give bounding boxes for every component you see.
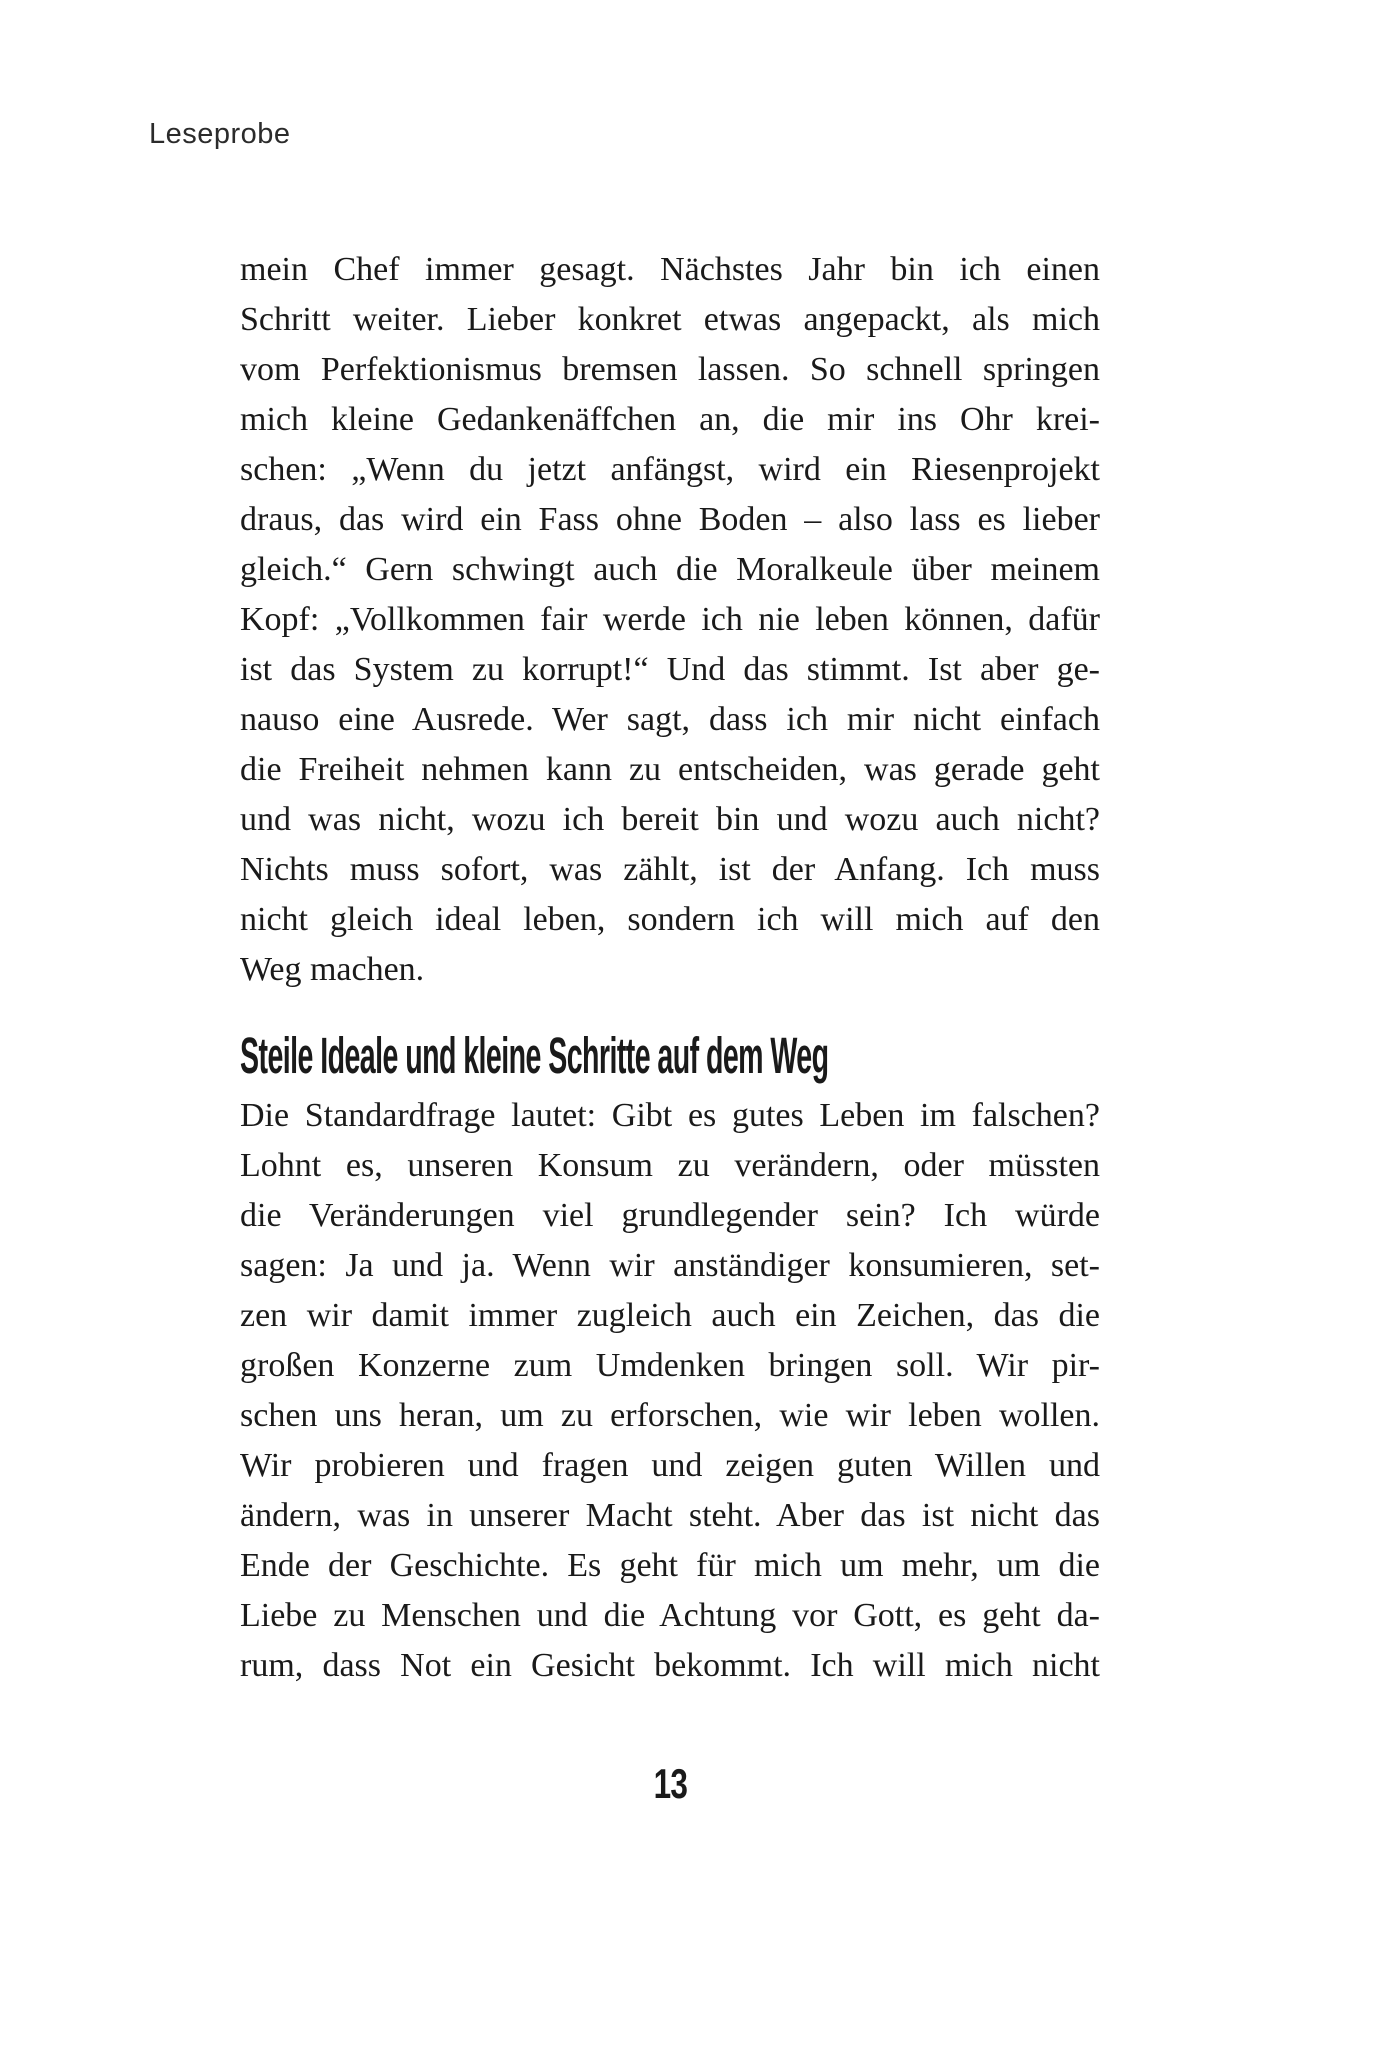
body-text-line: Schritt weiter. Lieber konkret etwas angepackt, als mich xyxy=(240,301,1100,338)
body-text-line: Die Standardfrage lautet: Gibt es gutes Leben im falschen? xyxy=(240,1097,1100,1134)
body-text-line: die Freiheit nehmen kann zu entscheiden, was gerade geht xyxy=(240,751,1100,788)
body-text-line: gleich.“ Gern schwingt auch die Moralkeule über meinem xyxy=(240,551,1100,588)
body-text-line: großen Konzerne zum Umdenken bringen soll. Wir pir- xyxy=(240,1347,1100,1384)
body-text-line: Wir probieren und fragen und zeigen guten Willen und xyxy=(240,1447,1100,1484)
text-column xyxy=(240,245,1100,1691)
page-number-text: 13 xyxy=(653,1760,687,1807)
body-text-line: schen: „Wenn du jetzt anfängst, wird ein Riesenprojekt xyxy=(240,451,1100,488)
paragraph xyxy=(240,245,1100,995)
body-text-line: rum, dass Not ein Gesicht bekommt. Ich will mich nicht xyxy=(240,1647,1100,1684)
body-text-line: und was nicht, wozu ich bereit bin und wozu auch nicht? xyxy=(240,801,1100,838)
body-text-line: vom Perfektionismus bremsen lassen. So schnell springen xyxy=(240,351,1100,388)
body-text-line: nicht gleich ideal leben, sondern ich will mich auf den xyxy=(240,901,1100,938)
body-text-line: schen uns heran, um zu erforschen, wie wir leben wollen. xyxy=(240,1397,1100,1434)
body-text-line: sagen: Ja und ja. Wenn wir anständiger konsumieren, set- xyxy=(240,1247,1100,1284)
section-heading xyxy=(240,1029,1100,1083)
body-text-line: mich kleine Gedankenäffchen an, die mir ins Ohr krei- xyxy=(240,401,1100,438)
body-text-line: die Veränderungen viel grundlegender sein? Ich würde xyxy=(240,1197,1100,1234)
body-text-line: mein Chef immer gesagt. Nächstes Jahr bin ich einen xyxy=(240,251,1100,288)
body-text-line: Liebe zu Menschen und die Achtung vor Gott, es geht da- xyxy=(240,1597,1100,1634)
body-text-line: Lohnt es, unseren Konsum zu verändern, oder müssten xyxy=(240,1147,1100,1184)
body-text-line: Nichts muss sofort, was zählt, ist der Anfang. Ich muss xyxy=(240,851,1100,888)
body-text-line: draus, das wird ein Fass ohne Boden – also lass es lieber xyxy=(240,501,1100,538)
page-number xyxy=(240,1760,1100,1808)
body-text-line: zen wir damit immer zugleich auch ein Zeichen, das die xyxy=(240,1297,1100,1334)
section-heading-text: Steile Ideale und kleine Schritte auf dem Weg xyxy=(240,1027,829,1084)
page-header-label: Leseprobe xyxy=(149,118,291,150)
body-text-line: Weg machen. xyxy=(240,951,425,988)
body-text-line: ist das System zu korrupt!“ Und das stimmt. Ist aber ge- xyxy=(240,651,1100,688)
body-text-line: ändern, was in unserer Macht steht. Aber das ist nicht das xyxy=(240,1497,1100,1534)
body-text-line: nauso eine Ausrede. Wer sagt, dass ich mir nicht einfach xyxy=(240,701,1100,738)
body-text-line: Ende der Geschichte. Es geht für mich um mehr, um die xyxy=(240,1547,1100,1584)
body-text-line: Kopf: „Vollkommen fair werde ich nie leben können, dafür xyxy=(240,601,1100,638)
paragraph xyxy=(240,1091,1100,1691)
